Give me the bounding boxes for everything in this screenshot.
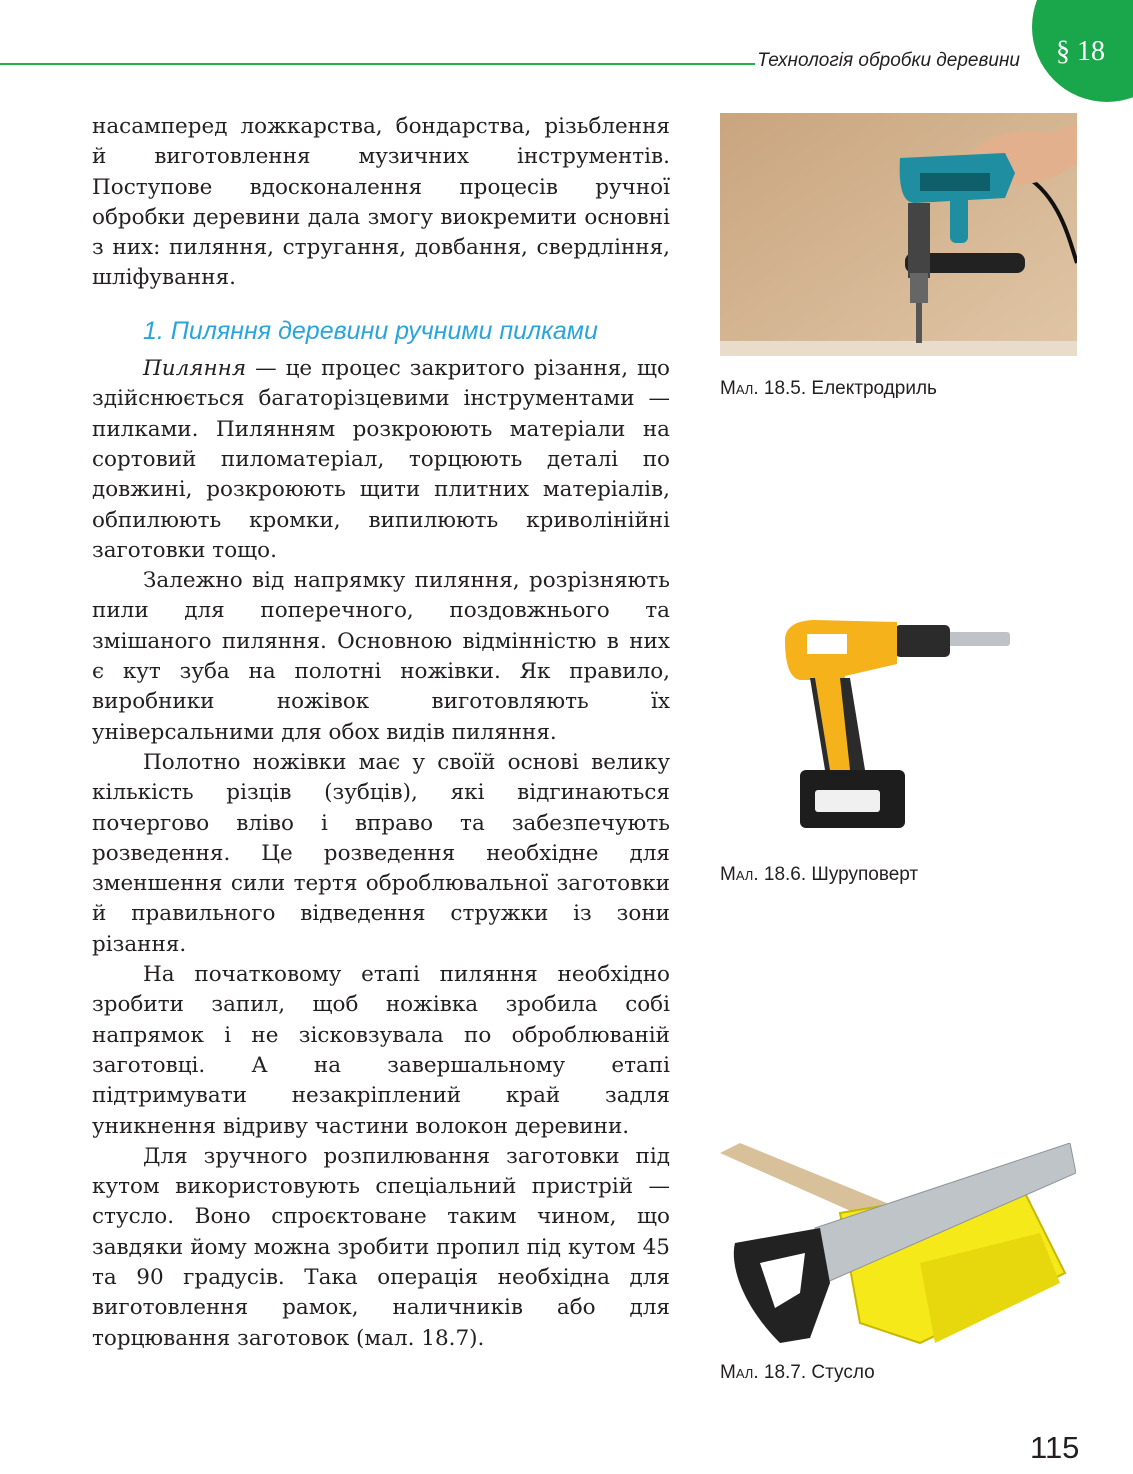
caption-cordless-screwdriver: Мал. 18.6. Шуруповерт bbox=[720, 864, 919, 885]
caption-miter-box: Мал. 18.7. Стусло bbox=[720, 1362, 875, 1383]
paragraph-1 bbox=[92, 354, 670, 566]
section-number: § 18 bbox=[1056, 36, 1105, 67]
miter-box-saw-icon bbox=[720, 1143, 1076, 1368]
paragraph-4: На початковому етапі пиляння необхідно зробити запил, щоб ножівка зробила собі напрямок і не зісковзувала по оброблюваній заготовці. А на завершальному етапі підтримувати незакріплений край задля уникнення відриву частини волокон деревини. bbox=[92, 962, 670, 1139]
main-text-column bbox=[92, 112, 670, 1354]
section-badge bbox=[1032, 0, 1133, 102]
term-sawing: Пиляння bbox=[143, 356, 247, 382]
electric-drill-icon bbox=[720, 113, 1077, 356]
paragraph-3: Полотно ножівки має у своїй основі велику кількість різців (зубців), які відгинаються почергово вліво і вправо та забезпечують розведення. Це розведення необхідне для зменшення сили тертя оброблювальної заготовки й правильного відведення стружки із зони різання. bbox=[92, 749, 670, 957]
running-header-title: Технологія обробки деревини bbox=[757, 50, 1020, 71]
caption-electric-drill: Мал. 18.5. Електродриль bbox=[720, 378, 937, 399]
paragraph-1-text: — це процес закритого різання, що здійснюється багаторізцевими інструментами — пилками. Пилянням розкроюють матеріали на сортовий пиломатеріал, торцюють деталі по довжині, розкроюють щити плитних матеріалів, обпилюють кромки, випилюють криволінійні заготовки тощо. bbox=[92, 356, 670, 563]
figure-miter-box bbox=[720, 1143, 1076, 1368]
section-subheading: 1. Пиляння деревини ручними пилками bbox=[143, 316, 598, 345]
page-number: 115 bbox=[1030, 1430, 1080, 1465]
cordless-screwdriver-icon bbox=[785, 620, 1017, 832]
intro-paragraph: насамперед ложкарства, бондарства, різьблення й виготовлення музичних інструментів. Поступове вдосконалення процесів ручної обробки деревини дала змогу виокремити основні з них: пиляння, стругання, довбання, свердління, шліфування. bbox=[92, 114, 670, 291]
paragraph-5: Для зручного розпилювання заготовки під кутом використовують спеціальний пристрій — стусло. Воно спроєктоване таким чином, що завдяки йому можна зробити пропил під кутом 45 та 90 градусів. Така операція необхідна для виготовлення рамок, наличників або для торцювання заготовок (мал. 18.7). bbox=[92, 1143, 670, 1351]
paragraph-2: Залежно від напрямку пиляння, розрізняють пили для поперечного, поздовжнього та змішаного пиляння. Основною відмінністю в них є кут зуба на полотні ножівки. Як правило, виробники ножівок виготовляють їх універсальними для обох видів пиляння. bbox=[92, 568, 670, 745]
figure-cordless-screwdriver bbox=[785, 620, 1017, 832]
header-rule bbox=[0, 63, 755, 65]
figure-electric-drill bbox=[720, 113, 1077, 356]
